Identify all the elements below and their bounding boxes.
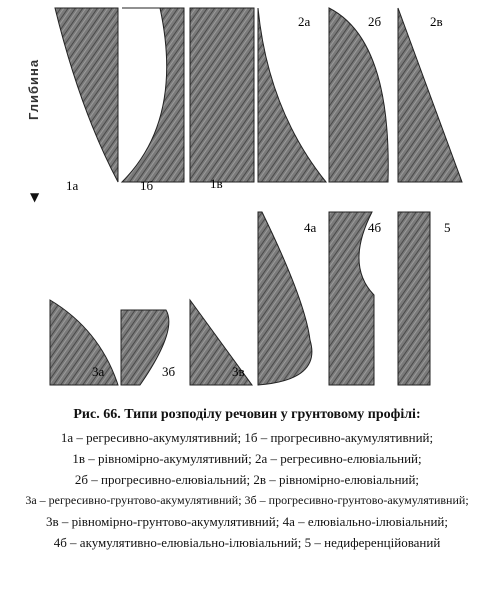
panel-label-5: 5 [444, 220, 451, 235]
caption-line-1: 1а – регресивно-акумулятивний; 1б – прогресивно-акумулятивний; [60, 430, 434, 445]
caption-line-3: 2б – прогресивно-елювіальний; 2в – рівномірно-елювіальний; [74, 472, 420, 487]
panel-label-4b: 4б [368, 220, 382, 235]
profile-shape-1v [190, 8, 254, 182]
profile-shape-2v [398, 8, 462, 182]
panel-label-4a: 4а [304, 220, 317, 235]
caption-line-6: 4б – акумулятивно-елювіально-ілювіальний; 5 – недиференційований [53, 535, 441, 550]
down-arrow-icon: ▼ [30, 190, 40, 204]
caption-line-2: 1в – рівномірно-акумулятивний; 2а – регресивно-елювіальний; [72, 451, 422, 466]
profile-shape-3a [50, 300, 118, 385]
profile-shape-4b [329, 212, 374, 385]
figure-caption-title: Рис. 66. Типи розподілу речовин у грунтовому профілі: [73, 407, 421, 422]
depth-axis-label: Глибина [26, 58, 41, 120]
panel-label-2v: 2в [430, 14, 443, 29]
caption-line-4: 3а – регресивно-грунтово-акумулятивний; 3б – прогресивно-грунтово-акумулятивний; [25, 493, 469, 507]
panel-label-1a: 1а [66, 178, 79, 193]
profile-shape-1b [122, 8, 184, 182]
panel-label-3v: 3в [232, 364, 245, 379]
panel-label-2b: 2б [368, 14, 382, 29]
profile-shape-2a [258, 8, 326, 182]
profile-shape-2b [329, 8, 388, 182]
panel-label-3a: 3а [92, 364, 105, 379]
panel-label-1v: 1в [210, 176, 223, 191]
profile-shape-1a [55, 8, 118, 182]
panel-label-3b: 3б [162, 364, 176, 379]
profile-shape-4a [258, 212, 312, 385]
caption-line-5: 3в – рівномірно-грунтово-акумулятивний; 4а – елювіально-ілювіальний; [45, 514, 448, 529]
panel-label-2a: 2а [298, 14, 311, 29]
panel-label-1b: 1б [140, 178, 154, 193]
profile-shape-5 [398, 212, 430, 385]
